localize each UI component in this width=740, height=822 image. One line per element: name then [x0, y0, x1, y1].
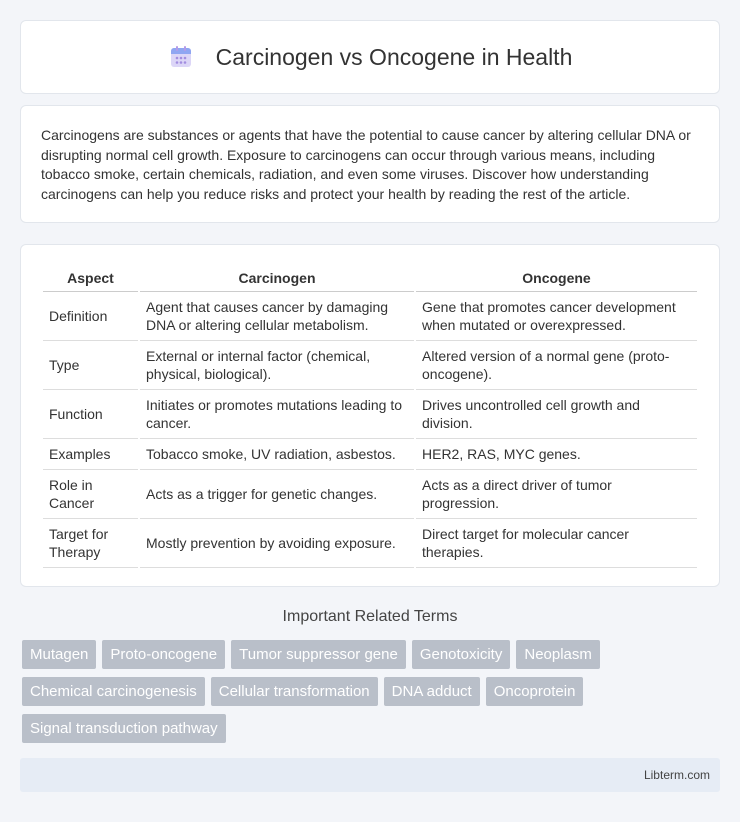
- table-cell-oncogene: Acts as a direct driver of tumor progression.: [416, 470, 697, 519]
- intro-paragraph: Carcinogens are substances or agents that have the potential to cause cancer by altering cellular DNA or disrupting normal cell growth. Exposure to carcinogens can occur through various means, including tobacco smoke, certain chemicals, radiation, and even some viruses. Discover how understanding carcinogens can help you reduce risks and protect your health by reading the rest of the article.: [41, 127, 691, 202]
- related-term-tag[interactable]: Proto-oncogene: [102, 640, 225, 669]
- table-row: [43, 470, 697, 519]
- table-cell-oncogene: Drives uncontrolled cell growth and division.: [416, 390, 697, 439]
- table-cell-carcinogen: Initiates or promotes mutations leading to cancer.: [140, 390, 414, 439]
- related-terms-title: Important Related Terms: [282, 608, 458, 625]
- related-term-tag[interactable]: Mutagen: [22, 640, 96, 669]
- header-card: [20, 20, 720, 94]
- table-cell-aspect: Target for Therapy: [43, 519, 138, 568]
- intro-card: [20, 105, 720, 223]
- table-cell-oncogene: HER2, RAS, MYC genes.: [416, 439, 697, 470]
- related-term-tag[interactable]: DNA adduct: [384, 677, 480, 706]
- table-row: [43, 439, 697, 470]
- table-cell-aspect: Examples: [43, 439, 138, 470]
- related-term-tag[interactable]: Neoplasm: [516, 640, 600, 669]
- table-cell-carcinogen: Acts as a trigger for genetic changes.: [140, 470, 414, 519]
- related-term-tag[interactable]: Genotoxicity: [412, 640, 511, 669]
- table-cell-carcinogen: External or internal factor (chemical, physical, biological).: [140, 341, 414, 390]
- table-cell-carcinogen: Tobacco smoke, UV radiation, asbestos.: [140, 439, 414, 470]
- table-cell-carcinogen: Mostly prevention by avoiding exposure.: [140, 519, 414, 568]
- table-cell-oncogene: Direct target for molecular cancer therapies.: [416, 519, 697, 568]
- column-header-aspect: Aspect: [43, 264, 138, 292]
- footer-site-link[interactable]: Libterm.com: [643, 768, 710, 782]
- calendar-icon: [168, 44, 194, 70]
- related-term-tag[interactable]: Tumor suppressor gene: [231, 640, 406, 669]
- table-cell-carcinogen: Agent that causes cancer by damaging DNA or altering cellular metabolism.: [140, 292, 414, 341]
- related-terms-list: [22, 640, 722, 743]
- comparison-card: [20, 244, 720, 587]
- related-term-tag[interactable]: Cellular transformation: [211, 677, 378, 706]
- related-term-tag[interactable]: Chemical carcinogenesis: [22, 677, 205, 706]
- page-title: Carcinogen vs Oncogene in Health: [215, 43, 573, 70]
- table-header-row: [43, 264, 697, 292]
- table-cell-aspect: Definition: [43, 292, 138, 341]
- table-row: [43, 390, 697, 439]
- table-cell-aspect: Role in Cancer: [43, 470, 138, 519]
- comparison-table: [41, 264, 699, 568]
- related-term-tag[interactable]: Oncoprotein: [486, 677, 584, 706]
- related-term-tag[interactable]: Signal transduction pathway: [22, 714, 226, 743]
- table-cell-aspect: Type: [43, 341, 138, 390]
- table-row: [43, 519, 697, 568]
- column-header-oncogene: Oncogene: [416, 264, 697, 292]
- table-row: [43, 341, 697, 390]
- table-cell-oncogene: Gene that promotes cancer development when mutated or overexpressed.: [416, 292, 697, 341]
- table-cell-aspect: Function: [43, 390, 138, 439]
- table-cell-oncogene: Altered version of a normal gene (proto-oncogene).: [416, 341, 697, 390]
- footer: [20, 758, 720, 792]
- column-header-carcinogen: Carcinogen: [140, 264, 414, 292]
- table-row: [43, 292, 697, 341]
